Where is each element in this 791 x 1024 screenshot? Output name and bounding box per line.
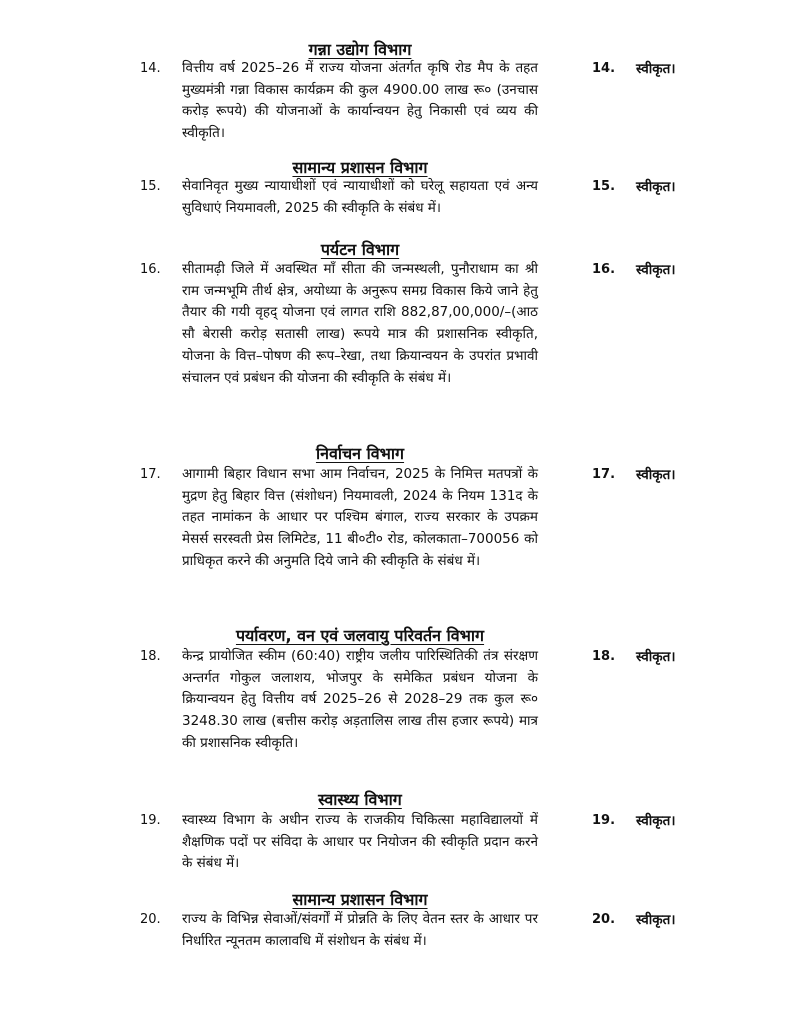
decision-status: स्वीकृत। [636, 649, 676, 665]
decision-number: 18. [592, 649, 616, 664]
department-heading: निर्वाचन विभाग [315, 444, 405, 463]
item-number: 17. [140, 467, 161, 482]
item-text: सीतामढ़ी जिले में अवस्थित माँ सीता की जन्मस्थली, पुनौराधाम का श्री राम जन्मभूमि तीर्थ क्षेत्र, अयोध्या के अनुरूप समग्र विकास किये जाने हेतु तैयार की गयी वृहद् योजना एवं लागत राशि 882,87,00,000/–(आठ सौ बेरासी करोड़ सतासी लाख) रूपये मात्र की प्रशासनिक स्वीकृति, योजना के वित्त–पोषण की रूप–रेखा, तथा क्रियान्वयन के उपरांत प्रभावी संचालन एवं प्रबंधन की योजना की स्वीकृति के संबंध में। [182, 261, 538, 386]
department-heading: गन्ना उद्योग विभाग [308, 40, 412, 59]
decision-status: स्वीकृत। [636, 262, 676, 278]
department-heading: सामान्य प्रशासन विभाग [292, 158, 428, 177]
item-number: 14. [140, 61, 161, 76]
decision-number: 15. [592, 179, 616, 194]
department-heading: स्वास्थ्य विभाग [318, 790, 402, 809]
item-number: 20. [140, 912, 161, 927]
department-heading: पर्यावरण, वन एवं जलवायु परिवर्तन विभाग [235, 626, 485, 645]
item-number: 18. [140, 649, 161, 664]
item-text: राज्य के विभिन्न सेवाओं/संवर्गों में प्रोन्नति के लिए वेतन स्तर के आधार पर निर्धारित न्यूनतम कालावधि में संशोधन के संबंध में। [182, 911, 538, 949]
decision-status: स्वीकृत। [636, 467, 676, 483]
decision-status: स्वीकृत। [636, 61, 676, 77]
item-text: स्वास्थ्य विभाग के अधीन राज्य के राजकीय चिकित्सा महाविद्यालयों में शैक्षणिक पदों पर संविदा के आधार पर नियोजन की स्वीकृति प्रदान करने के संबंध में। [182, 812, 538, 872]
decision-number: 20. [592, 912, 616, 927]
decision-number: 16. [592, 262, 616, 277]
item-text: केन्द्र प्रायोजित स्कीम (60:40) राष्ट्रीय जलीय पारिस्थितिकी तंत्र संरक्षण अन्तर्गत गोकुल जलाशय, भोजपुर के समेकित प्रबंधन योजना के क्रियान्वयन हेतु वित्तीय वर्ष 2025–26 से 2028–29 तक कुल रू० 3248.30 लाख (बत्तीस करोड़ अड़तालिस लाख तीस हजार रूपये) मात्र की प्रशासनिक स्वीकृति। [182, 648, 538, 751]
decision-status: स्वीकृत। [636, 179, 676, 195]
item-number: 15. [140, 179, 161, 194]
item-number: 19. [140, 813, 161, 828]
decision-number: 19. [592, 813, 616, 828]
item-text: आगामी बिहार विधान सभा आम निर्वाचन, 2025 के निमित्त मतपत्रों के मुद्रण हेतु बिहार वित्त (संशोधन) नियमावली, 2024 के नियम 131द के तहत नामांकन के आधार पर पश्चिम बंगाल, राज्य सरकार के उपक्रम मेसर्स सरस्वती प्रेस लिमिटेड, 11 बी०टी० रोड, कोलकाता–700056 को प्राधिकृत करने की अनुमति दिये जाने की स्वीकृति के संबंध में। [182, 466, 538, 569]
item-number: 16. [140, 262, 161, 277]
decision-status: स्वीकृत। [636, 912, 676, 928]
decision-status: स्वीकृत। [636, 813, 676, 829]
department-heading: पर्यटन विभाग [320, 240, 400, 259]
department-heading: सामान्य प्रशासन विभाग [292, 890, 428, 909]
item-text: सेवानिवृत मुख्य न्यायाधीशों एवं न्यायाधीशों को घरेलू सहायता एवं अन्य सुविधाएं नियमावली, 2025 की स्वीकृति के संबंध में। [182, 178, 538, 216]
item-text: वित्तीय वर्ष 2025–26 में राज्य योजना अंतर्गत कृषि रोड मैप के तहत मुख्यमंत्री गन्ना विकास कार्यक्रम की कुल 4900.00 लाख रू० (उनचास करोड़ रूपये) की योजनाओं के कार्यान्वयन हेतु निकासी एवं व्यय की स्वीकृति। [182, 60, 538, 142]
decision-number: 14. [592, 61, 616, 76]
decision-number: 17. [592, 467, 616, 482]
